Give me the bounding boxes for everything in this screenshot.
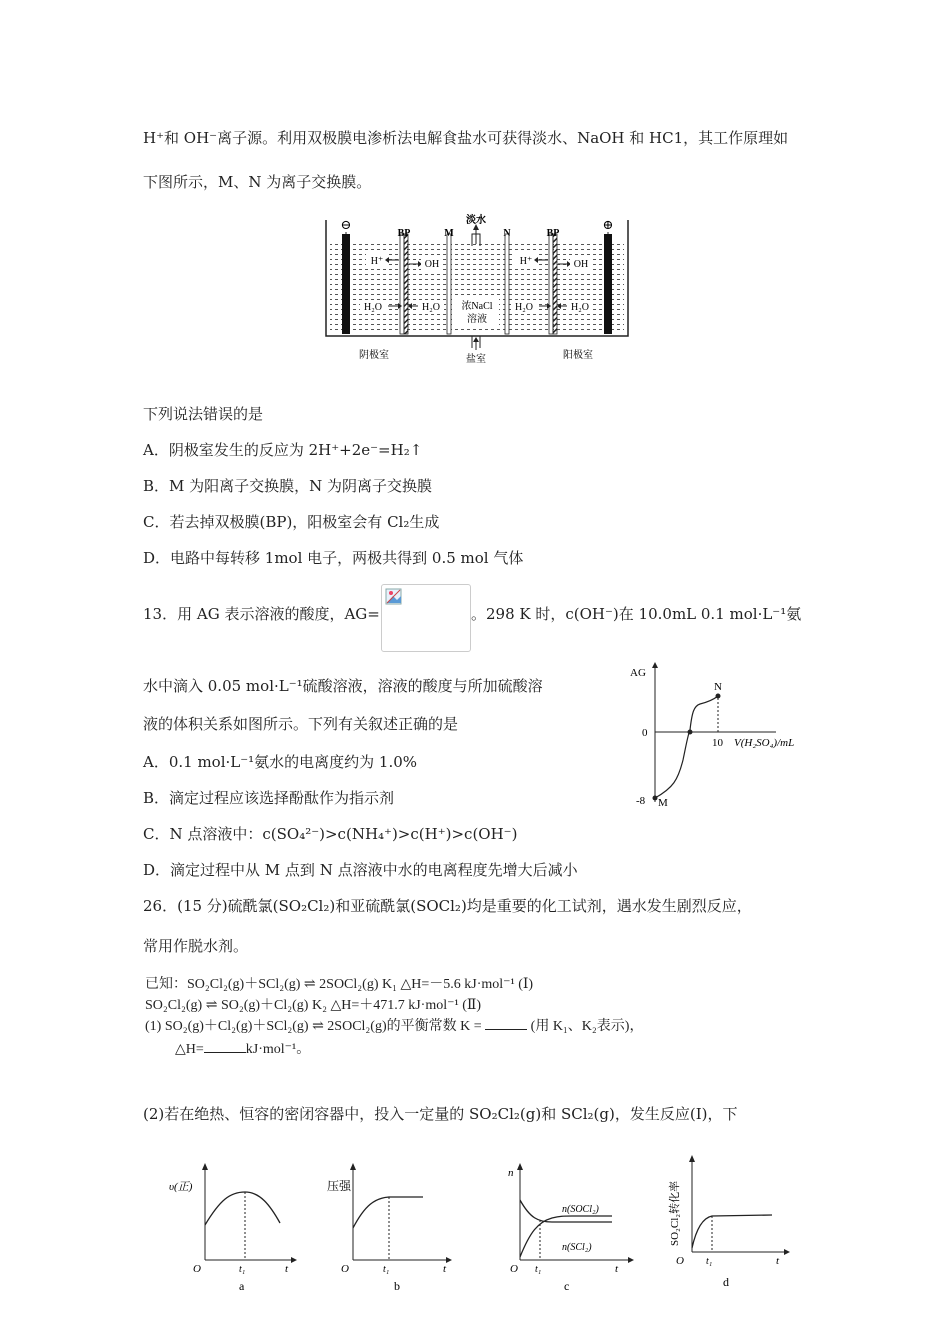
q13-line-3: 液的体积关系如图所示。下列有关叙述正确的是: [143, 715, 459, 733]
q13-option-b: B．滴定过程应该选择酚酞作为指示剂: [143, 789, 395, 807]
equation-2: SO₂Cl₂(g) ⇌ SO₂(g)＋Cl₂(g) K₂ △H=＋471.7 kJ·mol⁻¹ (Ⅱ): [145, 998, 482, 1013]
point-m-label: M: [658, 797, 668, 809]
graph-c: [502, 1160, 642, 1295]
tick-neg8: -8: [636, 795, 646, 807]
cathode-room-label: 阴极室: [359, 350, 389, 361]
graph-d: [660, 1150, 800, 1295]
graph-c-curve2: n(SCl₂): [562, 1242, 592, 1253]
graph-b-t: t: [443, 1263, 447, 1275]
oh-ion-right: OH: [573, 259, 589, 270]
graph-c-curve1: n(SOCl₂): [562, 1204, 599, 1215]
n-label: N: [503, 228, 511, 239]
q26-part1-text-b: (用 K₁、K₂表示)，: [530, 1019, 644, 1034]
plus-sign: ⊕: [602, 217, 614, 232]
q26-part1-line-2: [175, 1040, 310, 1060]
q26-line-1: 26．(15 分)硫酰氯(SO₂Cl₂)和亚硫酰氯(SOCl₂)均是重要的化工试剂，遇水发生剧烈反应，: [143, 897, 752, 915]
intro-line-1: H⁺和 OH⁻离子源。利用双极膜电渗析法电解食盐水可获得淡水、NaOH 和 HC1，其工作原理如: [143, 129, 789, 147]
ag-titration-chart: [628, 660, 818, 810]
h-ion-right: H⁺: [519, 256, 533, 267]
point-n-label: N: [714, 681, 722, 693]
graph-a-origin: O: [193, 1263, 201, 1275]
graph-b-caption: b: [394, 1279, 400, 1293]
m-label: M: [444, 228, 454, 239]
answer-blank-k[interactable]: [485, 1017, 527, 1030]
ag-axis-label: AG: [630, 667, 646, 679]
graph-d-ylabel: SO₂Cl₂转化率: [669, 1180, 681, 1246]
fresh-water-label: 淡水: [466, 215, 486, 226]
graph-b-ylabel: 压强: [327, 1179, 352, 1193]
q13-option-a: A．0.1 mol·L⁻¹氨水的电离度约为 1.0%: [143, 753, 418, 771]
salt-room-label: 盐室: [466, 354, 486, 365]
q13-option-c: C．N 点溶液中：c(SO₄²⁻)>c(NH₄⁺)>c(H⁺)>c(OH⁻): [143, 825, 518, 843]
q26-part2-line: (2)若在绝热、恒容的密闭容器中，投入一定量的 SO₂Cl₂(g)和 SCl₂(g)，发生反应(I)，下: [143, 1105, 738, 1123]
conc-nacl-label: 浓NaCl: [461, 301, 493, 312]
tick-zero: 0: [642, 727, 648, 739]
graph-c-origin: O: [510, 1263, 518, 1275]
q13-line-1a: 13．用 AG 表示溶液的酸度，AG=: [143, 605, 380, 623]
graph-b-t1: t₁: [383, 1264, 390, 1275]
h2o-3: H₂O: [515, 302, 533, 313]
q13-line-2: 水中滴入 0.05 mol·L⁻¹硫酸溶液，溶液的酸度与所加硫酸溶: [143, 677, 543, 695]
graph-b-origin: O: [341, 1263, 349, 1275]
h2o-4: H₂O: [571, 302, 589, 313]
equation-1: 已知：SO₂Cl₂(g)＋SCl₂(g) ⇌ 2SOCl₂(g) K₁ △H=－5.6 kJ·mol⁻¹ (Ⅰ): [145, 977, 534, 992]
graph-a-ylabel: υ(正): [169, 1181, 193, 1193]
graph-d-t1: t₁: [706, 1256, 713, 1267]
graph-a: [165, 1160, 300, 1295]
solution-label: 溶液: [467, 314, 487, 325]
graph-b: [323, 1160, 458, 1295]
intro-line-2: 下图所示，M、N 为离子交换膜。: [143, 173, 372, 191]
h-ion-left: H⁺: [370, 256, 384, 267]
q12-option-c: C．若去掉双极膜(BP)，阳极室会有 Cl₂生成: [143, 513, 440, 531]
tick-ten: 10: [712, 737, 723, 749]
graph-c-caption: c: [564, 1279, 570, 1293]
graph-d-origin: O: [676, 1255, 684, 1267]
electrodialysis-diagram: [322, 212, 632, 372]
graph-d-t: t: [776, 1255, 780, 1267]
answer-blank-dh[interactable]: [204, 1040, 246, 1053]
q26-part1-text-d: kJ·mol⁻¹。: [245, 1042, 311, 1057]
q13-option-d: D．滴定过程中从 M 点到 N 点溶液中水的电离程度先增大后减小: [143, 861, 578, 879]
graph-c-t1: t₁: [535, 1264, 542, 1275]
x-axis-label: V(H₂SO₄)/mL: [734, 737, 795, 749]
bp-left-label: BP: [397, 228, 411, 239]
graph-a-t: t: [285, 1263, 289, 1275]
q12-option-a: A．阴极室发生的反应为 2H⁺+2e⁻=H₂↑: [143, 441, 423, 459]
anode-room-label: 阳极室: [563, 350, 593, 361]
graph-d-caption: d: [723, 1275, 729, 1289]
h2o-2: H₂O: [422, 302, 440, 313]
graph-c-t: t: [615, 1263, 619, 1275]
bp-right-label: BP: [546, 228, 560, 239]
q13-line-1b: 。298 K 时，c(OH⁻)在 10.0mL 0.1 mol·L⁻¹氨: [471, 605, 802, 623]
minus-sign: ⊖: [340, 217, 352, 232]
q26-part1-line: [145, 1017, 643, 1037]
broken-image-icon: [385, 588, 403, 606]
graph-c-ylabel: n: [508, 1167, 514, 1179]
q26-part1-text-a: (1) SO₂(g)＋Cl₂(g)＋SCl₂(g) ⇌ 2SOCl₂(g)的平衡常数 K =: [145, 1019, 482, 1034]
h2o-1: H₂O: [364, 302, 382, 313]
q12-stem: 下列说法错误的是: [143, 405, 264, 423]
graph-a-t1: t₁: [239, 1264, 246, 1275]
q12-option-b: B．M 为阳离子交换膜，N 为阴离子交换膜: [143, 477, 433, 495]
graph-a-caption: a: [239, 1279, 245, 1293]
q12-option-d: D．电路中每转移 1mol 电子，两极共得到 0.5 mol 气体: [143, 549, 524, 567]
q26-line-2: 常用作脱水剂。: [143, 937, 249, 955]
oh-ion-left: OH: [424, 259, 440, 270]
q26-part1-text-c: △H=: [175, 1042, 204, 1057]
broken-image-placeholder: [381, 584, 471, 652]
